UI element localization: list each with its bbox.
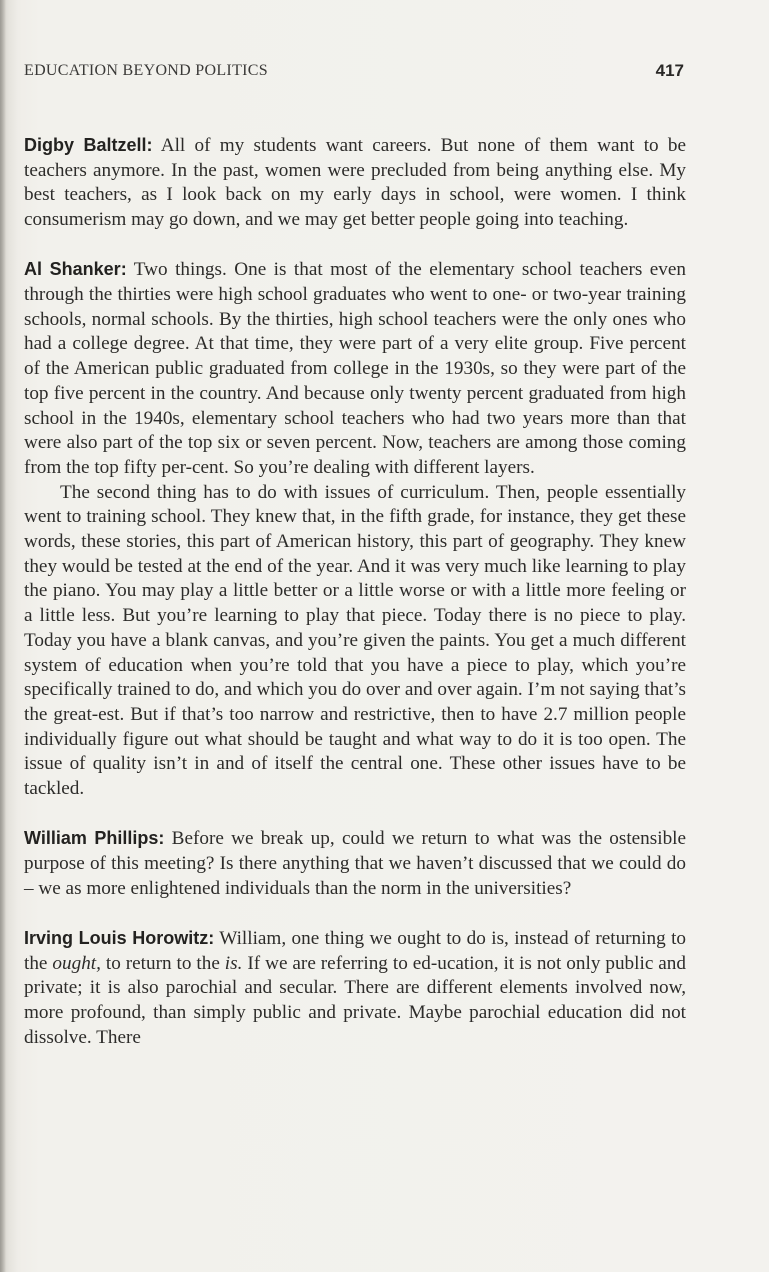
speaker-name: Al Shanker: xyxy=(24,259,127,280)
paragraph-text: All of my students want careers. But none of them want to be teachers anymore. In the past, women were precluded from being anything else. My best teachers, as I look back on my early days in school, were women. I think consumerism may go down, and we may get better people going into teaching. xyxy=(24,135,687,231)
paragraph-text: If we are referring to ed-ucation, it is not only public and private; it is also parochial and secular. There are different elements involved now, more profound, than simply public and private. Maybe parochial education did not dissolve. There xyxy=(24,952,686,1048)
paragraph-text: Two things. One is that most of the elementary school teachers even through the thirties were high school graduates who went to one- or two-year training schools, normal schools. By the thirties, high school teachers were the only ones who had a college degree. At that time, they were part of a very elite group. Five percent of the American public graduated from college in the 1930s, so they were part of the top five percent in the country. And because only twenty percent graduated from high school in the 1940s, elementary school teachers who had two years more than that were also part of the top six or seven percent. Now, teachers are among those coming from the top fifty per-cent. So you’re dealing with different layers. xyxy=(24,259,686,478)
paragraph-text: to return to the xyxy=(100,952,225,974)
speaker-name: Irving Louis Horowitz: xyxy=(24,927,215,948)
speaker-name: William Phillips: xyxy=(24,828,165,849)
running-header xyxy=(24,62,684,86)
paragraph-phillips xyxy=(24,826,686,901)
body-text xyxy=(24,133,686,1050)
paragraph-baltzell xyxy=(24,133,686,233)
paragraph-text: The second thing has to do with issues of curriculum. Then, people essentially went to training school. They knew that, in the fifth grade, for instance, they get these words, these stories, this part of American history, this part of geography. They knew they would be tested at the end of the year. And it was very much like learning to play the piano. You may play a little better or a little worse or with a little more feeling or a little less. But you’re learning to play that piece. Today there is no piece to play. Today you have a blank canvas, and you’re given the paints. You get a much different system of education when you’re told that you have a piece to play, which you’re specifically trained to do, and which you do over and over again. I’m not saying that’s the great-est. But if that’s too narrow and restrictive, then to have 2.7 million people individually figure out what should be taught and what way to do it is too open. The issue of quality isn’t in and of itself the central one. These other issues have to be tackled. xyxy=(24,481,686,800)
italic-term: is. xyxy=(224,952,243,974)
paragraph-text: William, one thing we ought to do is, instead of returning to the xyxy=(24,927,686,974)
paragraph-shanker-continued xyxy=(24,481,686,802)
paragraph-horowitz xyxy=(24,926,686,1051)
paragraph-shanker xyxy=(24,257,686,480)
italic-term: ought, xyxy=(52,952,101,974)
speaker-name: Digby Baltzell: xyxy=(24,135,153,155)
page-number: 417 xyxy=(655,61,684,80)
running-title: EDUCATION BEYOND POLITICS xyxy=(24,62,268,79)
page-gutter-shadow xyxy=(0,0,6,1272)
paragraph-text: Before we break up, could we return to what was the ostensible purpose of this meeting? Is there anything that we haven’t discussed that we could do – we as more enlightened individuals than the norm in the universities? xyxy=(24,828,687,899)
